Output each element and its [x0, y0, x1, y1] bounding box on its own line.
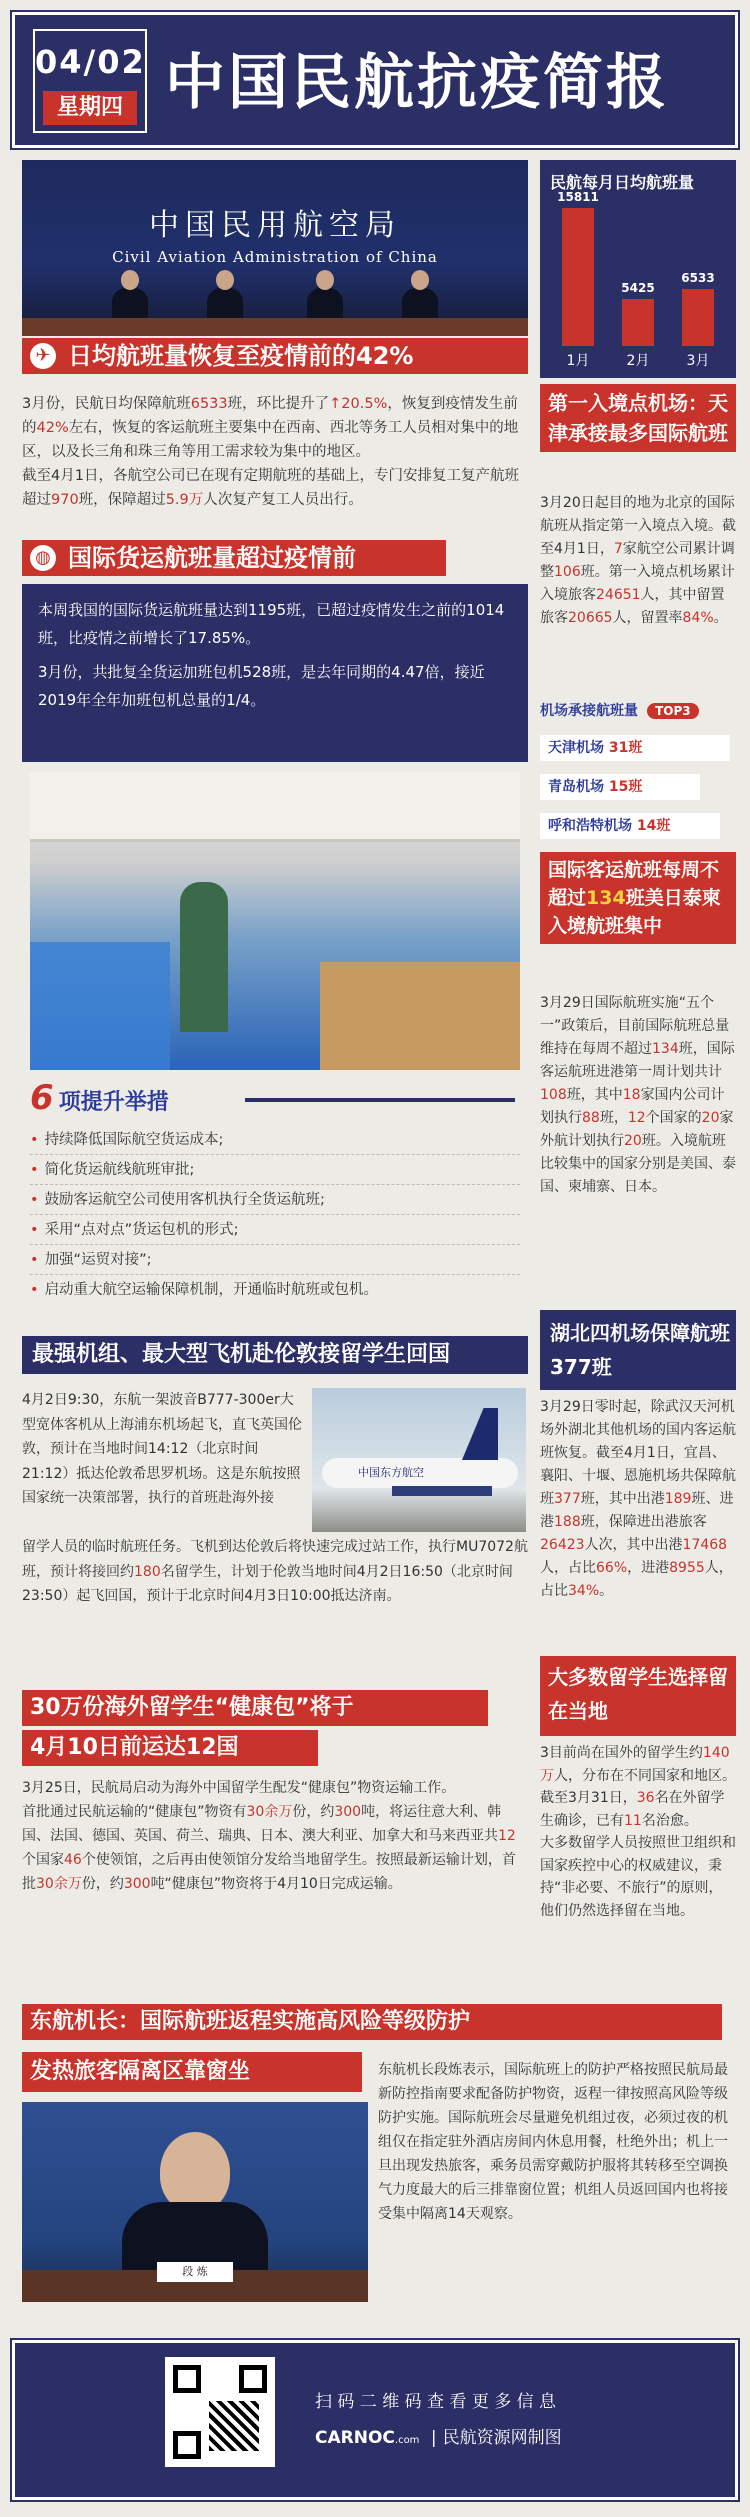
qr-finder — [173, 2365, 201, 2393]
qr-finder — [173, 2431, 201, 2459]
divider — [30, 1184, 520, 1185]
section7-title: 湖北四机场保障航班377班 — [540, 1310, 736, 1390]
bar-value-jan: 15811 — [557, 189, 599, 204]
section3-title: 国际货运航班量超过疫情前 — [68, 544, 356, 572]
top3-header — [540, 700, 736, 722]
measure-item: • 持续降低国际航空货运成本; — [30, 1130, 223, 1150]
section8-title-line2: 4月10日前运达12国 — [22, 1730, 318, 1766]
section3-para1: 本周我国的国际货运航班量达到1195班，已超过疫情发生之前的1014班，比疫情之前增长了17.85%。 — [38, 601, 505, 647]
section3-para2: 3月份，共批复全货运加班包机528班，是去年同期的4.47倍，接近2019年全年加班包机总量的1/4。 — [38, 663, 485, 709]
bar-feb — [622, 299, 654, 346]
section1-header — [22, 338, 528, 374]
brand-logo-text: CARNOC — [315, 2428, 395, 2448]
measure-item: • 启动重大航空运输保障机制，开通临时航班或包机。 — [30, 1280, 378, 1300]
section6-para: 留学人员的临时航班任务。飞机到达伦敦后将快速完成过站工作，执行MU7072航班，预计将接回约180名留学生，计划于伦敦当地时间4月2日16:50（北京时间23:50）起飞回国，预计于北京时间4月3日10:00抵达济南。 — [22, 1539, 528, 1604]
section9-para: 3目前尚在国外的留学生约140万人，分布在不同国家和地区。截至3月31日，36名在外留学生确诊，已有11名治愈。 大多数留学人员按照世卫组织和国家疾控中心的权威建议，秉持“非必要、不旅行”的原则，他们仍然选择留在当地。 — [540, 1745, 736, 1919]
page-title: 中国民航抗疫简报 — [165, 48, 669, 118]
header-banner — [12, 12, 738, 148]
date-box — [33, 29, 147, 133]
section1-para2: 截至4月1日，各航空公司已在现有定期航班的基础上，专门安排复工复产航班超过970班，保障超过5.9万人次复产复工人员出行。 — [22, 468, 519, 508]
bar-label-jan: 1月 — [566, 353, 590, 369]
section6-title: 最强机组、最大型飞机赴伦敦接留学生回国 — [22, 1336, 528, 1374]
divider — [30, 1214, 520, 1215]
section7-para: 3月29日零时起，除武汉天河机场外湖北其他机场的国内客运航班恢复。截至4月1日，宜昌、襄阳、十堰、恩施机场共保障航班377班，其中出港189班、进港188班，保障进出港旅客26423人次，其中出港17468人，占比66%，进港8955人，占比34%。 — [540, 1399, 736, 1599]
section8-para: 3月25日，民航局启动为海外中国留学生配发“健康包”物资运输工作。 首批通过民航运输的“健康包”物资有30余万份，约300吨，将运往意大利、韩国、法国、德国、英国、荷兰、瑞典、日本、澳大利亚、加拿大和马来西亚共12个国家46个使领馆，之后再由使领馆分发给当地留学生。按照最新运输计划，首批30余万份，约300吨“健康包”物资将于4月10日完成运输。 — [22, 1780, 516, 1892]
bar-label-mar: 3月 — [686, 353, 710, 369]
section10-title-line2: 发热旅客隔离区靠窗坐 — [22, 2052, 362, 2092]
top3-label: 机场承接航班量 — [540, 703, 638, 719]
plane-stripe — [392, 1486, 492, 1496]
chart-title: 民航每月日均航班量 — [550, 173, 695, 192]
section6-para-a: 4月2日9:30，东航一架波音B777-300er大型宽体客机从上海浦东机场起飞，直飞英国伦敦，预计在当地时间14:12（北京时间21:12）抵达伦敦希思罗机场。这是东航按照国家统一决策部署，执行的首班赴海外接 — [22, 1392, 302, 1506]
press-desk — [22, 318, 528, 336]
footer-brand-line: CARNOC.com | 民航资源网制图 — [315, 2428, 562, 2448]
section3-box — [22, 584, 528, 762]
bar-mar — [682, 289, 714, 346]
section8-title-line1: 30万份海外留学生“健康包”将于 — [22, 1690, 488, 1726]
section3-header — [22, 540, 446, 576]
worker-figure — [180, 882, 228, 1032]
overhead-bins — [30, 772, 520, 842]
plane-tail — [462, 1408, 498, 1460]
cargo-cabin-photo — [30, 772, 520, 1070]
bar-value-mar: 6533 — [681, 270, 715, 285]
qr-pattern — [209, 2401, 259, 2451]
airport-row-qingdao: 青岛机场 15班 — [540, 774, 700, 800]
measures-number: 6 — [30, 1078, 54, 1118]
caac-chinese-name: 中国民用航空局 — [149, 208, 401, 243]
divider — [30, 1244, 520, 1245]
globe-icon: ◍ — [30, 545, 56, 571]
measure-item: • 加强“运贸对接”; — [30, 1250, 151, 1270]
divider — [30, 1154, 520, 1155]
date-label: 04/02 — [35, 43, 146, 81]
section9-title: 大多数留学生选择留在当地 — [540, 1656, 736, 1736]
footer — [12, 2340, 738, 2500]
measure-item: • 采用“点对点”货运包机的形式; — [30, 1220, 238, 1240]
weekday-badge: 星期四 — [43, 91, 137, 125]
plane-livery-text: 中国东方航空 — [358, 1466, 424, 1479]
section5-title: 国际客运航班每周不超过134班美日泰柬入境航班集中 — [540, 852, 736, 944]
bar-label-feb: 2月 — [626, 353, 650, 369]
top3-badge: TOP3 — [647, 703, 699, 719]
nameplate: 段 炼 — [157, 2262, 233, 2282]
divider — [30, 1274, 520, 1275]
heading-rule — [245, 1098, 515, 1102]
caac-english-name: Civil Aviation Administration of China — [112, 248, 438, 266]
footer-credit: 民航资源网制图 — [442, 2428, 562, 2448]
section10-para: 东航机长段炼表示，国际航班上的防护严格按照民航局最新防控指南要求配备防护物资，返程一律按照高风险等级防护实施。国际航班会尽量避免机组过夜，必须过夜的机组仅在指定驻外酒店房间内休息用餐，杜绝外出；机上一旦出现发热旅客，乘务员需穿戴防护服将其转移至空调换气力度最大的后三排靠窗位置；机组人员返回国内也将接受集中隔离14天观察。 — [378, 2062, 728, 2222]
wrapped-seats — [30, 942, 170, 1070]
captain-photo — [22, 2102, 368, 2302]
section2-para: 3月20日起目的地为北京的国际航班从指定第一入境点入境。截至4月1日，7家航空公司累计调整106班。第一入境点机场累计入境旅客24651人，其中留置旅客20665人，留置率84%。 — [540, 495, 736, 626]
measures-title: 项提升举措 — [58, 1090, 169, 1115]
qr-finder — [239, 2365, 267, 2393]
captain-head — [160, 2132, 230, 2212]
footer-scan-text: 扫 码 二 维 码 查 看 更 多 信 息 — [315, 2392, 557, 2412]
section1-para1: 3月份，民航日均保障航班6533班，环比提升了↑20.5%，恢复到疫情发生前的42%左右，恢复的客运航班主要集中在西南、西北等务工人员相对集中的地区，以及长三角和珠三角等用工需求较为集中的地区。 — [22, 396, 519, 460]
section1-title: 日均航班量恢复至疫情前的42% — [68, 342, 414, 370]
airport-row-hohhot: 呼和浩特机场 14班 — [540, 813, 720, 839]
plane-icon: ✈ — [30, 343, 56, 369]
bar-value-feb: 5425 — [621, 280, 655, 295]
section2-title: 第一入境点机场：天津承接最多国际航班 — [540, 384, 736, 452]
bar-jan — [562, 208, 594, 346]
measures-heading — [30, 1078, 520, 1118]
airport-row-tianjin: 天津机场 31班 — [540, 735, 730, 761]
press-conference-photo — [22, 160, 528, 336]
section5-para: 3月29日国际航班实施“五个一”政策后，目前国际航班总量维持在每周不超过134班，国际客运航班进港第一周计划共计108班，其中18家国内公司计划执行88班，12个国家的20家外航计划执行20班。入境航班比较集中的国家分别是美国、泰国、柬埔寨、日本。 — [540, 995, 736, 1195]
plane-photo — [312, 1388, 526, 1532]
cargo-boxes — [320, 962, 520, 1070]
measure-item: • 简化货运航线航班审批; — [30, 1160, 194, 1180]
section10-title-line1: 东航机长：国际航班返程实施高风险等级防护 — [22, 2004, 722, 2040]
measure-item: • 鼓励客运航空公司使用客机执行全货运航班; — [30, 1190, 325, 1210]
monthly-flights-chart — [540, 160, 736, 378]
qr-code[interactable] — [165, 2357, 275, 2467]
